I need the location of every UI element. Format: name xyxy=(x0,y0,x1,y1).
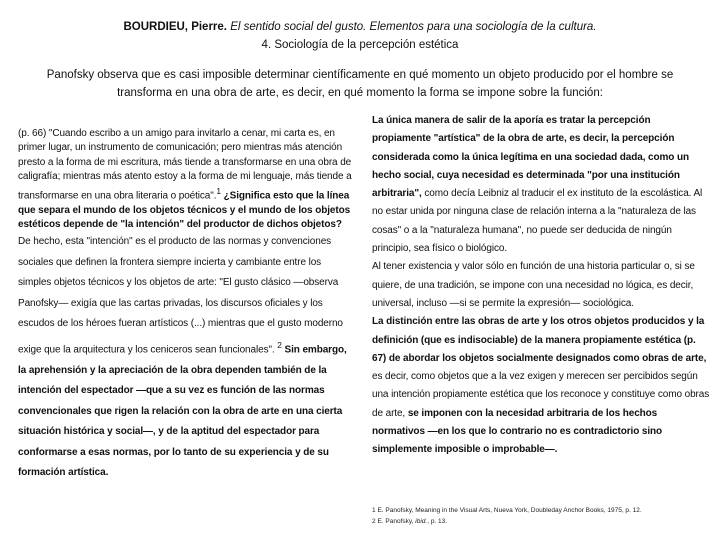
footnote-2-pre: E. Panofsky, xyxy=(377,517,414,525)
footnote-2-number: 2 xyxy=(372,517,376,525)
footnote-1-text: E. Panofsky, Meaning in the Visual Arts, Nueva York, Doubleday Anchor Books, 1975, p. 12. xyxy=(377,507,642,514)
left-bold-conclusion: Sin embargo, la aprehensión y la apreciación de la obra dependen también de la intención del espectador —que a su vez es función de las normas convencionales que rigen la relación con la obra de arte en una cierta situación histórica y social—, y de la aptitud del espectador para conformarse a esas normas, por lo tanto de su experiencia y de su formación artística. xyxy=(18,344,347,479)
left-bold-question: ¿Significa esto que la línea que separa el mundo de los objetos técnicos y el mundo de los objetos estéticos depende de "la intención" del productor de dichos objetos? xyxy=(18,190,351,231)
chapter-title: 4. Sociología de la percepción estética xyxy=(261,39,459,51)
intro-paragraph: Panofsky observa que es casi imposible determinar científicamente en qué momento un objeto producido por el hombre se transforma en una obra de arte, es decir, en qué momento la forma se impone sobre la función: xyxy=(46,69,674,99)
footnote-ref-2: 2 xyxy=(277,339,282,350)
left-column xyxy=(18,127,356,484)
right-bold-1: La única manera de salir de la aporía es tratar la percepción propiamente "artística" de la obra de arte, es decir, la percepción considerada como la única legítima en una sociedad dada, como un hecho social, cuya necesidad es determinada "por una institución arbitraria", xyxy=(372,115,690,200)
footnote-2 xyxy=(372,517,712,528)
footnotes xyxy=(372,506,712,527)
document-header xyxy=(0,18,720,54)
citation-line xyxy=(0,18,720,36)
left-paragraph-2-text: De hecho, esta "intención" es el producto de las normas y convenciones sociales que definen la frontera siempre incierta y cambiante entre los simples objetos técnicos y los objetos de arte: "El gusto clásico —observa Panofsky— exigía que las cartas privadas, los discursos oficiales y los escudos de los héroes fueran artísticos (...) mientras que el gusto moderno exige que la arquitectura y los ceniceros sean funcionales". xyxy=(18,236,343,356)
right-paragraph-1 xyxy=(372,112,710,258)
footnote-1-number: 1 xyxy=(372,507,376,514)
author-name: BOURDIEU, Pierre. xyxy=(123,21,227,33)
right-paragraph-2: Al tener existencia y valor sólo en función de una historia particular o, si se quiere, de una tradición, se impone con una necesidad no lógica, es decir, universal, incluso —si se permite la expresión— sociológica. xyxy=(372,261,695,309)
footnote-2-post: , p. 13. xyxy=(427,517,448,525)
footnote-ref-1: 1 xyxy=(216,186,221,197)
footnote-2-ibid: ibid. xyxy=(415,517,428,525)
footnote-1 xyxy=(372,506,712,517)
book-title: El sentido social del gusto. Elementos para una sociología de la cultura. xyxy=(230,21,597,33)
right-paragraph-1-rest: como decía Leibniz al traducir el ex instituto de la escolástica. Al no estar unida por ninguna clase de relación interna a la "naturaleza de las cosas" o a la "naturaleza humana", no puede ser deducida de ningún principio, sea físico o biológico. xyxy=(372,188,703,255)
right-bold-3b: se imponen con la necesidad arbitraria de los hechos normativos —en los que lo contrario no es contradictorio sino simplemente imposible o improbable—. xyxy=(372,407,663,456)
left-paragraph-1 xyxy=(18,127,356,232)
right-paragraph-3-rest: es decir, como objetos que a la vez exigen y merecen ser percibidos según una intención propiamente estética que los reconoce y constituye como obras de arte, xyxy=(372,371,710,419)
right-paragraph-3 xyxy=(372,313,710,459)
right-column xyxy=(372,112,710,460)
left-paragraph-2 xyxy=(18,232,356,483)
panofsky-quote: (p. 66) "Cuando escribo a un amigo para invitarlo a cenar, mi carta es, en primer lugar, un instrumento de comunicación; pero mientras más atención presto a la forma de mi escritura, más tiende a transformarse en una obra de caligrafía; mientras más atento estoy a la forma de mi lenguaje, más tiende a transformarse en una obra literaria o poética". xyxy=(18,128,352,202)
right-bold-3: La distinción entre las obras de arte y los otros objetos producidos y la definición (que es indisociable) de la manera propiamente estética (p. 67) de abordar los objetos socialmente designados como obras de arte, xyxy=(372,316,707,364)
